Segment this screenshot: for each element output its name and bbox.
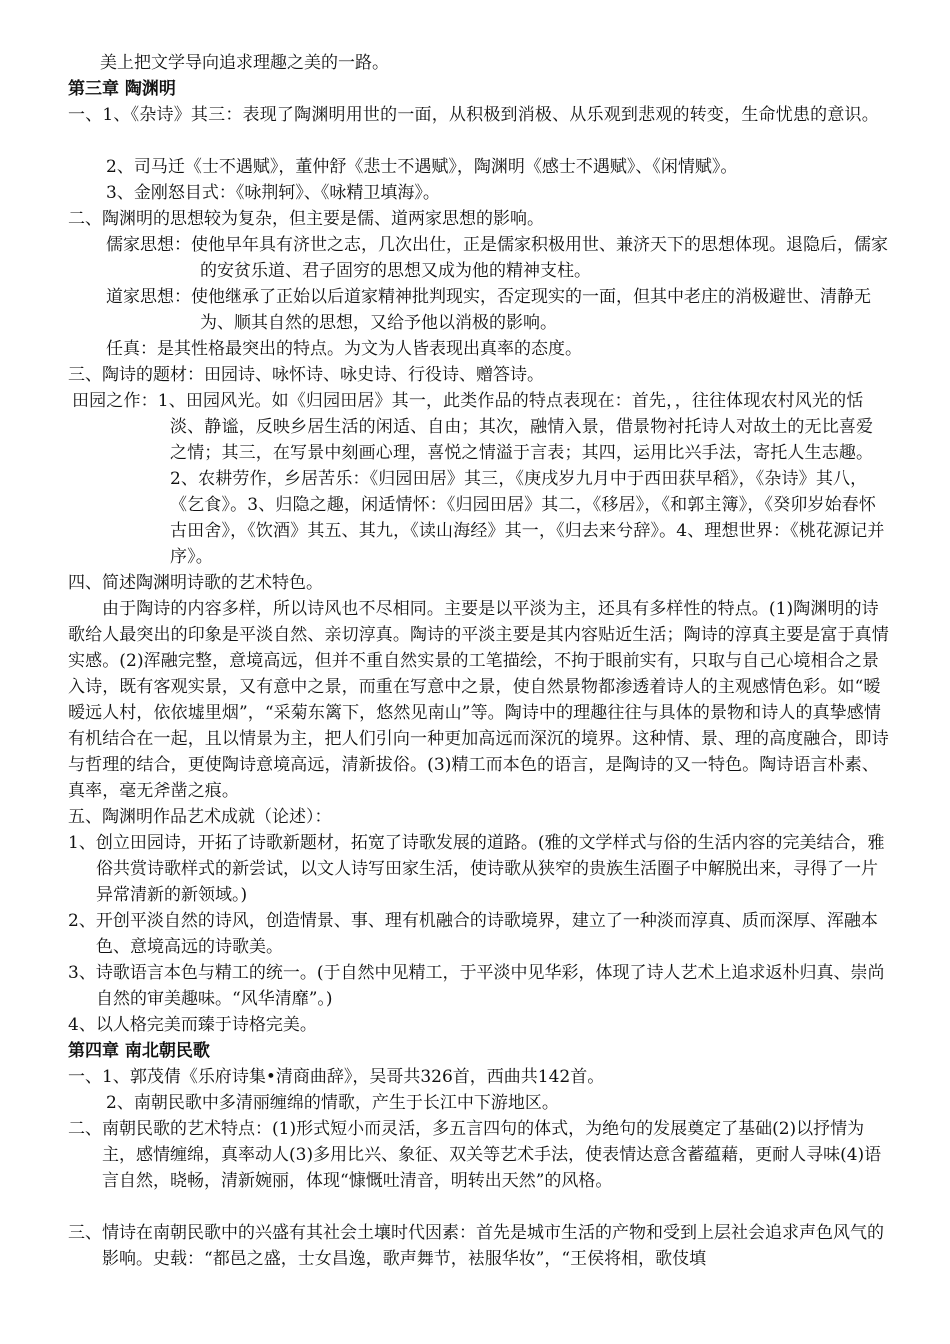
section-heading: 四、简述陶渊明诗歌的艺术特色。 bbox=[68, 573, 323, 593]
list-item: 4、以人格完美而臻于诗格完美。 bbox=[68, 1015, 317, 1035]
text-line: 美上把文学导向追求理趣之美的一路。 bbox=[100, 53, 389, 73]
paragraph: 儒家思想：使他早年具有济世之志，几次出仕，正是儒家积极用世、兼济天下的思想体现。退隐后，儒家的安贫乐道、君子固穷的思想又成为他的精神支柱。 bbox=[106, 235, 888, 281]
paragraph: 由于陶诗的内容多样，所以诗风也不尽相同。主要是以平淡为主，还具有多样性的特点。(1)陶渊明的诗歌给人最突出的印象是平淡自然、亲切淳真。陶诗的平淡主要是其内容贴近生活；陶诗的淳真主要是富于真情实感。(2)浑融完整，意境高远，但并不重自然实景的工笔描绘，不拘于眼前实有，只取与自己心境相合之景入诗，既有客观实景，又有意中之景，而重在写意中之景，使自然景物都渗透着诗人的主观感情色彩。如“暧暧远人村，依依墟里烟”，“采菊东篱下，悠然见南山”等。陶诗中的理趣往往与具体的景物和诗人的真挚感情有机结合在一起，且以情景为主，把人们引向一种更加高远而深沉的境界。这种情、景、理的高度融合，即诗与哲理的结合，更使陶诗意境高远，清新拔俗。(3)精工而本色的语言，是陶诗的又一特色。陶诗语言朴素、真率，毫无斧凿之痕。 bbox=[68, 599, 889, 801]
section-heading: 三、陶诗的题材：田园诗、咏怀诗、咏史诗、行役诗、赠答诗。 bbox=[68, 365, 544, 385]
section-heading: 二、陶渊明的思想较为复杂，但主要是儒、道两家思想的影响。 bbox=[68, 209, 544, 229]
list-item: 3、诗歌语言本色与精工的统一。(于自然中见精工，于平淡中见华彩，体现了诗人艺术上追求返朴归真、崇尚自然的审美趣味。“风华清靡”。) bbox=[68, 963, 885, 1009]
paragraph bbox=[68, 102, 896, 128]
list-item: 2、开创平淡自然的诗风，创造情景、事、理有机融合的诗歌境界，建立了一种淡而淳真、质而深厚、浑融本色、意境高远的诗歌美。 bbox=[68, 911, 878, 957]
text-line: 一、1、《杂诗》其三：表现了陶渊明用世的一面，从积极到消极、从乐观到悲观的转变，生命忧患的意识。 bbox=[68, 105, 879, 125]
chapter-heading: 第四章 南北朝民歌 bbox=[68, 1041, 210, 1061]
paragraph: 田园之作：1、田园风光。如《归园田居》其一，此类作品的特点表现在：首先，，往往体现农村风光的恬淡、静谧，反映乡居生活的闲适、自由；其次，融情入景，借景物衬托诗人对故土的无比喜爱之情；其三，在写景中刻画心理，喜悦之情溢于言表；其四，运用比兴手法，寄托人生志趣。2、农耕劳作，乡居苦乐：《归园田居》其三，《庚戌岁九月中于西田获早稻》，《杂诗》其八，《乞食》。3、归隐之趣，闲适情怀：《归园田居》其二，《移居》，《和郭主簿》，《癸卯岁始春怀古田舍》，《饮酒》其五、其九，《读山海经》其一，《归去来兮辞》。4、理想世界：《桃花源记并序》。 bbox=[72, 391, 885, 567]
text-line: 一、1、郭茂倩《乐府诗集•清商曲辞》，吴哥共326首，西曲共142首。 bbox=[68, 1067, 605, 1087]
chapter-heading: 第三章 陶渊明 bbox=[68, 79, 176, 99]
text-line: 任真：是其性格最突出的特点。为文为人皆表现出真率的态度。 bbox=[106, 339, 582, 359]
paragraph: 三、情诗在南朝民歌中的兴盛有其社会土壤时代因素：首先是城市生活的产物和受到上层社会追求声色风气的影响。史载：“都邑之盛，士女昌逸，歌声舞节，袪服华妆”，“王侯将相，歌伎填 bbox=[68, 1223, 884, 1269]
text-line: 3、金刚怒目式：《咏荆轲》、《咏精卫填海》。 bbox=[106, 183, 440, 203]
section-heading: 五、陶渊明作品艺术成就（论述）： bbox=[68, 807, 332, 827]
paragraph: 道家思想：使他继承了正始以后道家精神批判现实，否定现实的一面，但其中老庄的消极避世、清静无为、顺其自然的思想，又给予他以消极的影响。 bbox=[106, 287, 871, 333]
text-line: 2、司马迁《士不遇赋》，董仲舒《悲士不遇赋》，陶渊明《感士不遇赋》、《闲情赋》。 bbox=[106, 157, 738, 177]
paragraph: 二、南朝民歌的艺术特点：(1)形式短小而灵活，多五言四句的体式，为绝句的发展奠定了基础(2)以抒情为主，感情缠绵，真率动人(3)多用比兴、象征、双关等艺术手法，使表情达意含蓄蕴藉，更耐人寻味(4)语言自然，晓畅，清新婉丽，体现“慷慨吐清音，明转出天然”的风格。 bbox=[68, 1119, 882, 1191]
list-item: 1、创立田园诗，开拓了诗歌新题材，拓宽了诗歌发展的道路。(雅的文学样式与俗的生活内容的完美结合，雅俗共赏诗歌样式的新尝试，以文人诗写田家生活，使诗歌从狭窄的贵族生活圈子中解脱出来，寻得了一片异常清新的新领域。) bbox=[68, 833, 885, 905]
text-line: 2、南朝民歌中多清丽缠绵的情歌，产生于长江中下游地区。 bbox=[106, 1093, 559, 1113]
